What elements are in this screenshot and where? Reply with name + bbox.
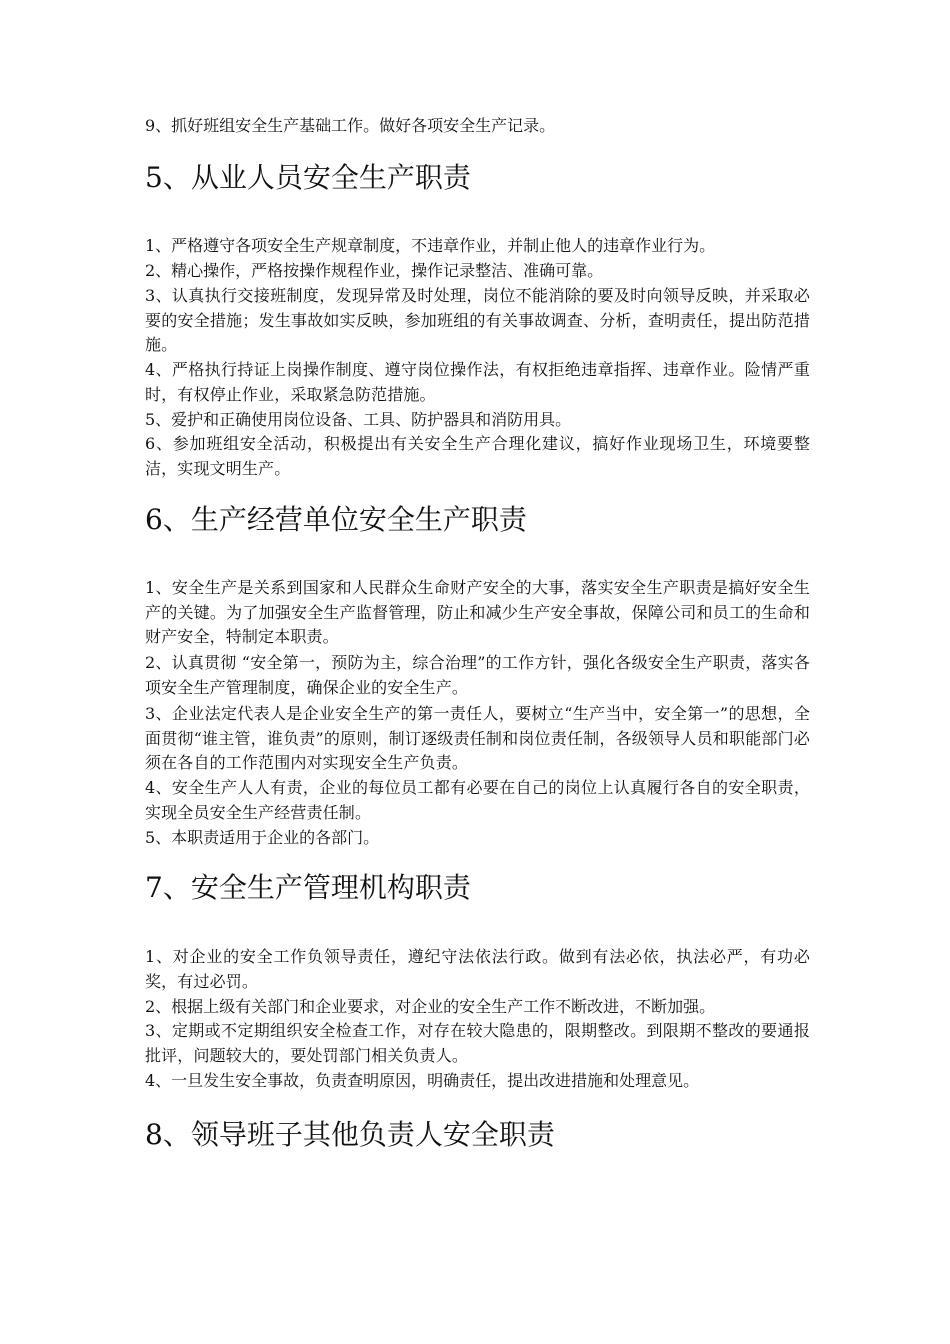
list-item: 6、参加班组安全活动，积极提出有关安全生产合理化建议，搞好作业现场卫生，环境要整洁，实现文明生产。 [145, 434, 810, 478]
list-item: 4、安全生产人人有责，企业的每位员工都有必要在自己的岗位上认真履行各自的安全职责，实现全员安全生产经营责任制。 [145, 778, 810, 822]
list-item: 1、对企业的安全工作负领导责任，遵纪守法依法行政。做到有法必依，执法必严，有功必奖，有过必罚。 [145, 947, 810, 991]
section-heading: 8、领导班子其他负责人安全职责 [145, 1118, 555, 1151]
section-heading: 6、生产经营单位安全生产职责 [145, 503, 527, 536]
list-item: 3、企业法定代表人是企业安全生产的第一责任人，要树立“生产当中，安全第一”的思想，全面贯彻“谁主管，谁负责”的原则，制订逐级责任制和岗位责任制，各级领导人员和职能部门必须在各自的工作范围内对实现安全生产负责。 [145, 704, 810, 772]
list-item: 2、精心操作，严格按操作规程作业，操作记录整洁、准确可靠。 [145, 261, 604, 280]
list-item: 3、认真执行交接班制度，发现异常及时处理，岗位不能消除的要及时向领导反映，并采取必要的安全措施；发生事故如实反映，参加班组的有关事故调查、分析，查明责任，提出防范措施。 [145, 286, 810, 354]
list-item: 2、根据上级有关部门和企业要求，对企业的安全生产工作不断改进，不断加强。 [145, 997, 716, 1016]
list-item: 1、安全生产是关系到国家和人民群众生命财产安全的大事，落实安全生产职责是搞好安全生产的关键。为了加强安全生产监督管理，防止和减少生产安全事故，保障公司和员工的生命和财产安全，特制定本职责。 [145, 578, 810, 646]
section-heading: 5、从业人员安全生产职责 [145, 161, 471, 194]
list-item: 5、本职责适用于企业的各部门。 [145, 828, 380, 847]
list-item: 9、抓好班组安全生产基础工作。做好各项安全生产记录。 [145, 116, 556, 135]
list-item: 3、定期或不定期组织安全检查工作，对存在较大隐患的，限期整改。到限期不整改的要通报批评，问题较大的，要处罚部门相关负责人。 [145, 1021, 810, 1065]
list-item: 4、一旦发生安全事故，负责查明原因，明确责任，提出改进措施和处理意见。 [145, 1071, 700, 1090]
list-item: 5、爱护和正确使用岗位设备、工具、防护器具和消防用具。 [145, 410, 572, 429]
section-heading: 7、安全生产管理机构职责 [145, 871, 471, 904]
list-item: 4、严格执行持证上岗操作制度、遵守岗位操作法，有权拒绝违章指挥、违章作业。险情严重时，有权停止作业，采取紧急防范措施。 [145, 360, 810, 404]
list-item: 1、严格遵守各项安全生产规章制度，不违章作业，并制止他人的违章作业行为。 [145, 236, 716, 255]
list-item: 2、认真贯彻 “安全第一，预防为主，综合治理”的工作方针，强化各级安全生产职责，落实各项安全生产管理制度，确保企业的安全生产。 [145, 653, 810, 697]
